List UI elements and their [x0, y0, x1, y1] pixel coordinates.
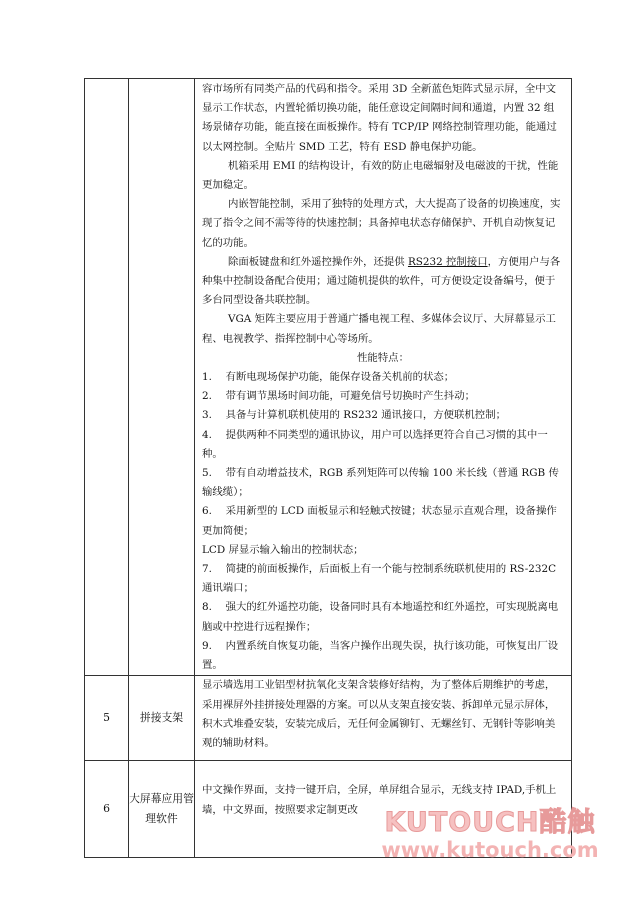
paragraph-text: ，方便用户与各种集中控制设备配合使用；通过随机提供的软件，可方便设定设备编号，便于多台同型设备共联控制。 [202, 255, 561, 307]
paragraph: VGA 矩阵主要应用于普通广播电视工程、多媒体会议厅、大屏幕显示工程、电视教学、指挥控制中心等场所。 [202, 313, 556, 345]
row-name: 拼接支架 [139, 711, 184, 725]
table-row [85, 79, 572, 676]
feature-item: 3. 具备与计算机联机使用的 RS232 通讯接口，方便联机控制； [202, 409, 506, 422]
watermark-brand: KUTOUCH酷触 [384, 807, 596, 838]
feature-item: LCD 屏显示输入输出的控制状态； [202, 543, 364, 556]
row-name-cell [129, 761, 195, 858]
row-number: 6 [103, 802, 110, 816]
row-name: 大屏幕应用管理软件 [129, 792, 194, 826]
feature-item: 7. 简捷的前面板操作，后面板上有一个能与控制系统联机使用的 RS-232C 通讯端口； [202, 563, 557, 595]
feature-item: 5. 带有自动增益技术，RGB 系列矩阵可以传输 100 米长线（普通 RGB 传输线缆）； [202, 467, 559, 499]
watermark [350, 808, 630, 862]
underlined-term: RS232 控制接口 [407, 255, 488, 268]
feature-item: 8. 强大的红外遥控功能，设备同时具有本地遥控和红外遥控，可实现脱离电脑或中控进行远程操作； [202, 601, 559, 633]
feature-item: 4. 提供两种不同类型的通讯协议，用户可以选择更符合自己习惯的其中一种。 [202, 428, 548, 460]
row-number-cell [85, 676, 129, 761]
paragraph: 容市场所有同类产品的代码和指令。采用 3D 全新蓝色矩阵式显示屏，全中文显示工作状态，内置轮循切换功能，能任意设定间隔时间和通道，内置 32 组场景储存功能，能直接在面板操作。特有 TCP/IP 网络控制管理功能，能通过以太网控制。全贴片 SMD 工艺，特有 ESD 静电保护功能。 [202, 83, 557, 153]
watermark-url: www.kutouch.com [381, 838, 599, 862]
paragraph: 内嵌智能控制，采用了独特的处理方式，大大提高了设备的切换速度，实现了指令之间不需等待的快速控制；具备掉电状态存储保护、开机自动恢复记忆的功能。 [202, 198, 561, 249]
feature-item: 1. 有断电现场保护功能，能保存设备关机前的状态； [202, 371, 455, 384]
paragraph: 机箱采用 EMI 的结构设计，有效的防止电磁辐射及电磁波的干扰，性能更加稳定。 [202, 159, 559, 192]
description-text: 中文操作界面，支持一键开启，全屏，单屏组合显示，无线支持 IPAD,手机上墙，中文界面，按照要求定制更改 [202, 784, 557, 816]
row-number: 5 [103, 711, 110, 725]
spec-table [84, 78, 572, 858]
row-description-cell [195, 79, 572, 676]
row-number-cell [85, 79, 129, 676]
description-text [195, 79, 571, 675]
table-row [85, 676, 572, 761]
row-name-cell [129, 79, 195, 676]
row-description-cell [195, 676, 572, 761]
feature-item: 2. 带有调节黑场时间功能，可避免信号切换时产生抖动； [202, 390, 475, 403]
row-number-cell [85, 761, 129, 858]
feature-item: 9. 内置系统自恢复功能，当客户操作出现失误，执行该功能，可恢复出厂设置。 [202, 639, 559, 672]
features-heading: 性能特点： [357, 351, 409, 364]
paragraph [202, 253, 564, 311]
paragraph-text: 除面板键盘和红外遥控操作外，还提供 [228, 255, 408, 268]
description-text: 显示墙选用工业铝型材抗氧化支架含装修好结构，为了整体后期维护的考虑，采用裸屏外挂拼接处理器的方案。可以从支架直接安装、拆卸单元显示屏体，积木式堆叠安装，安装完成后，无任何金属铆钉、无螺丝钉、无钢针等影响美观的辅助材料。 [202, 679, 556, 749]
feature-item: 6. 采用新型的 LCD 面板显示和轻触式按键；状态显示直观合理，设备操作更加简便； [202, 505, 557, 537]
row-name-cell [129, 676, 195, 761]
